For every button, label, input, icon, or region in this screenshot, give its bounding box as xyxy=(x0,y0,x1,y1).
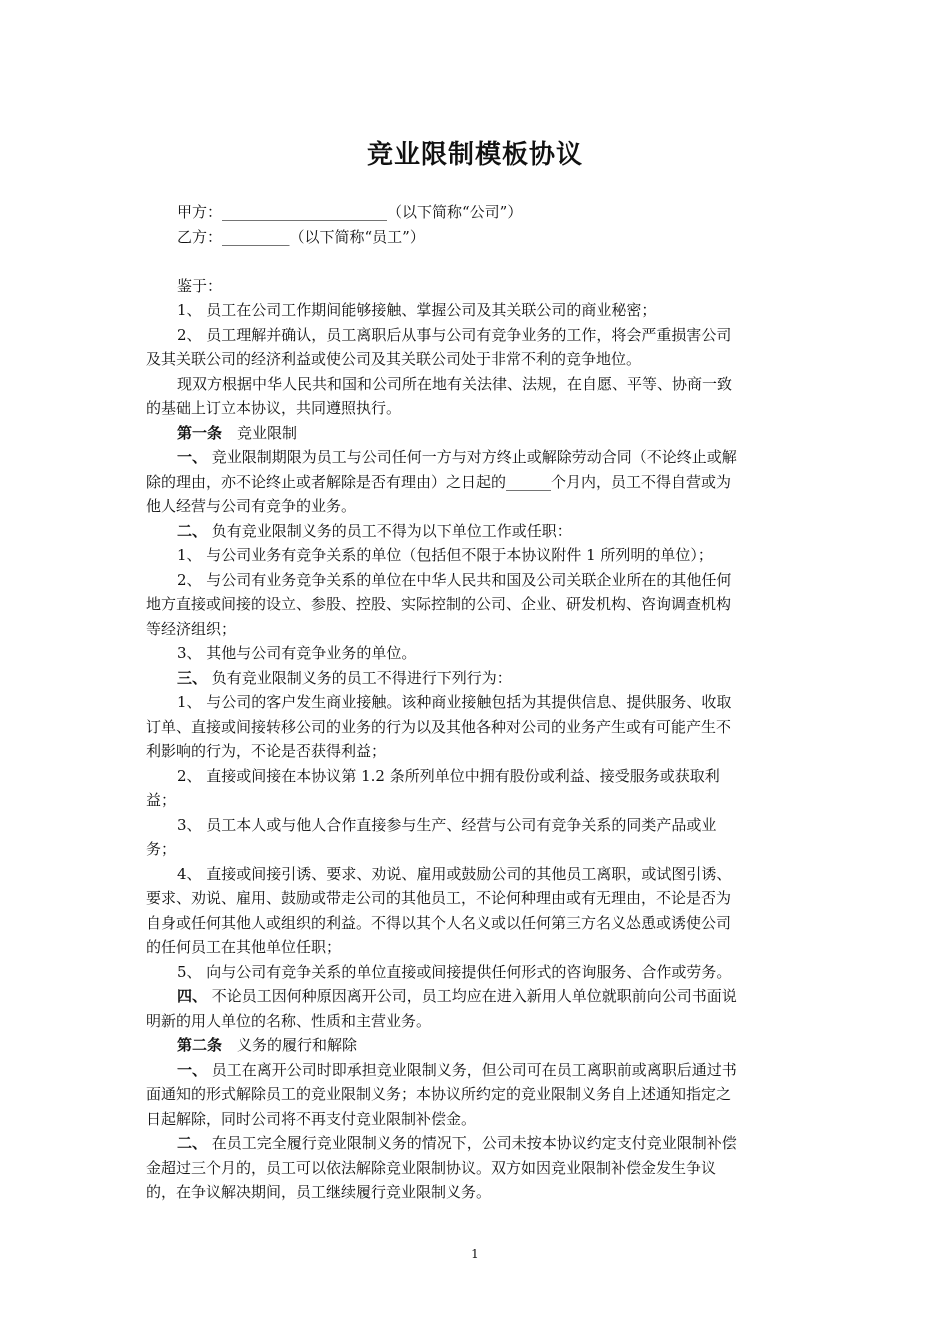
text-line xyxy=(146,666,814,691)
line-text: 及其关联公司的经济利益或使公司及其关联公司处于非常不利的竞争地位。 xyxy=(146,350,642,368)
text-line xyxy=(146,984,814,1009)
line-text: 负有竞业限制义务的员工不得为以下单位工作或任职： xyxy=(207,521,572,540)
document-body xyxy=(146,200,814,1205)
clause-heading: 一、 xyxy=(177,448,208,466)
clause-heading: 三、 xyxy=(177,668,208,687)
line-text: 2、 直接或间接在本协议第 1.2 条所列单位中拥有股份或利益、接受服务或获取利 xyxy=(177,766,720,785)
clause-heading: 二、 xyxy=(177,521,208,540)
text-line xyxy=(146,788,814,813)
text-line xyxy=(146,470,814,495)
line-text: 负有竞业限制义务的员工不得进行下列行为： xyxy=(207,668,512,687)
page-number: 1 xyxy=(471,1247,479,1261)
line-text: 除的理由，亦不论终止或者解除是否有理由）之日起的______个月内，员工不得自营或为 xyxy=(146,472,732,491)
line-text: 竞业限制 xyxy=(222,423,298,442)
text-line xyxy=(146,739,814,764)
line-text: 1、 员工在公司工作期间能够接触、掌握公司及其关联公司的商业秘密； xyxy=(177,301,657,319)
text-line xyxy=(146,494,814,519)
clause-heading: 一、 xyxy=(177,1060,208,1079)
text-line xyxy=(146,568,814,593)
line-text: 的，在争议解决期间，员工继续履行竞业限制义务。 xyxy=(146,1183,492,1201)
line-text: 地方直接或间接的设立、参股、控股、实际控制的公司、企业、研发机构、咨询调查机构 xyxy=(146,595,732,613)
line-text: 1、 与公司业务有竞争关系的单位（包括但不限于本协议附件 1 所列明的单位）； xyxy=(177,546,713,564)
text-line xyxy=(146,298,814,323)
line-text: 竞业限制期限为员工与公司任何一方与对方终止或解除劳动合同（不论终止或解 xyxy=(207,448,737,466)
line-text: 明新的用人单位的名称、性质和主营业务。 xyxy=(146,1011,432,1030)
text-line xyxy=(146,935,814,960)
text-line xyxy=(146,225,814,250)
line-text: 2、 与公司有业务竞争关系的单位在中华人民共和国及公司关联企业所在的其他任何 xyxy=(177,570,732,589)
line-text: 利影响的行为，不论是否获得利益； xyxy=(146,742,387,760)
text-line xyxy=(146,862,814,887)
text-line xyxy=(146,445,814,470)
line-text: 2、 员工理解并确认，员工离职后从事与公司有竞争业务的工作，将会严重损害公司 xyxy=(177,325,732,344)
text-line xyxy=(146,372,814,397)
text-line xyxy=(146,543,814,568)
text-line xyxy=(146,690,814,715)
text-line xyxy=(146,715,814,740)
text-line xyxy=(146,886,814,911)
line-text: 1、 与公司的客户发生商业接触。该种商业接触包括为其提供信息、提供服务、收取 xyxy=(177,693,732,711)
text-line xyxy=(146,1131,814,1156)
text-line xyxy=(146,347,814,372)
text-line xyxy=(146,641,814,666)
line-text: 日起解除，同时公司将不再支付竞业限制补偿金。 xyxy=(146,1109,477,1128)
document-title: 竞业限制模板协议 xyxy=(366,140,583,170)
text-line xyxy=(146,911,814,936)
text-line xyxy=(146,592,814,617)
text-line xyxy=(146,1156,814,1181)
clause-heading: 二、 xyxy=(177,1134,208,1152)
line-text: 义务的履行和解除 xyxy=(222,1036,358,1054)
line-text: 在员工完全履行竞业限制义务的情况下，公司未按本协议约定支付竞业限制补偿 xyxy=(207,1134,737,1152)
line-text: 等经济组织； xyxy=(146,619,237,638)
text-line xyxy=(146,1058,814,1083)
text-line xyxy=(146,1009,814,1034)
text-line xyxy=(146,813,814,838)
clause-heading: 四、 xyxy=(177,987,208,1005)
line-text: 他人经营与公司有竞争的业务。 xyxy=(146,497,357,515)
line-text: 不论员工因何种原因离开公司，员工均应在进入新用人单位就职前向公司书面说 xyxy=(207,987,737,1005)
line-text: 现双方根据中华人民共和国和公司所在地有关法律、法规，在自愿、平等、协商一致 xyxy=(177,374,733,393)
text-line xyxy=(146,1107,814,1132)
text-line xyxy=(146,323,814,348)
line-text: 5、 向与公司有竞争关系的单位直接或间接提供任何形式的咨询服务、合作或劳务。 xyxy=(177,962,732,981)
text-line xyxy=(146,617,814,642)
text-line xyxy=(146,837,814,862)
line-text: 面通知的形式解除员工的竞业限制义务；本协议所约定的竞业限制义务自上述通知指定之 xyxy=(146,1085,732,1103)
text-line xyxy=(146,519,814,544)
text-line xyxy=(146,421,814,446)
text-line xyxy=(146,274,814,299)
line-text: 员工在离开公司时即承担竞业限制义务，但公司可在员工离职前或离职后通过书 xyxy=(207,1060,737,1079)
line-text: 要求、劝说、雇用、鼓励或带走公司的其他员工，不论何种理由或有无理由，不论是否为 xyxy=(146,889,732,907)
line-text: 乙方：_________（以下简称“员工”） xyxy=(177,227,425,246)
line-text: 的基础上订立本协议，共同遵照执行。 xyxy=(146,399,402,417)
text-line xyxy=(146,1180,814,1205)
line-text: 4、 直接或间接引诱、要求、劝说、雇用或鼓励公司的其他员工离职，或试图引诱、 xyxy=(177,864,732,883)
line-text: 自身或任何其他人或组织的利益。不得以其个人名义或以任何第三方名义怂恿或诱使公司 xyxy=(146,913,732,932)
blank-line xyxy=(146,249,814,274)
line-text: 订单、直接或间接转移公司的业务的行为以及其他各种对公司的业务产生或有可能产生不 xyxy=(146,717,732,736)
line-text: 务； xyxy=(146,840,177,858)
text-line xyxy=(146,200,814,225)
line-text: 3、 员工本人或与他人合作直接参与生产、经营与公司有竞争关系的同类产品或业 xyxy=(177,815,717,834)
text-line xyxy=(146,960,814,985)
line-text: 鉴于： xyxy=(177,276,223,295)
clause-heading: 第一条 xyxy=(177,423,223,442)
line-text: 金超过三个月的，员工可以依法解除竞业限制协议。双方如因竞业限制补偿金发生争议 xyxy=(146,1158,717,1177)
text-line xyxy=(146,1082,814,1107)
clause-heading: 第二条 xyxy=(177,1036,223,1054)
line-text: 3、 其他与公司有竞争业务的单位。 xyxy=(177,644,417,662)
text-line xyxy=(146,1033,814,1058)
line-text: 益； xyxy=(146,791,177,809)
text-line xyxy=(146,764,814,789)
text-line xyxy=(146,396,814,421)
line-text: 甲方：______________________（以下简称“公司”） xyxy=(177,203,523,221)
line-text: 的任何员工在其他单位任职； xyxy=(146,938,342,956)
